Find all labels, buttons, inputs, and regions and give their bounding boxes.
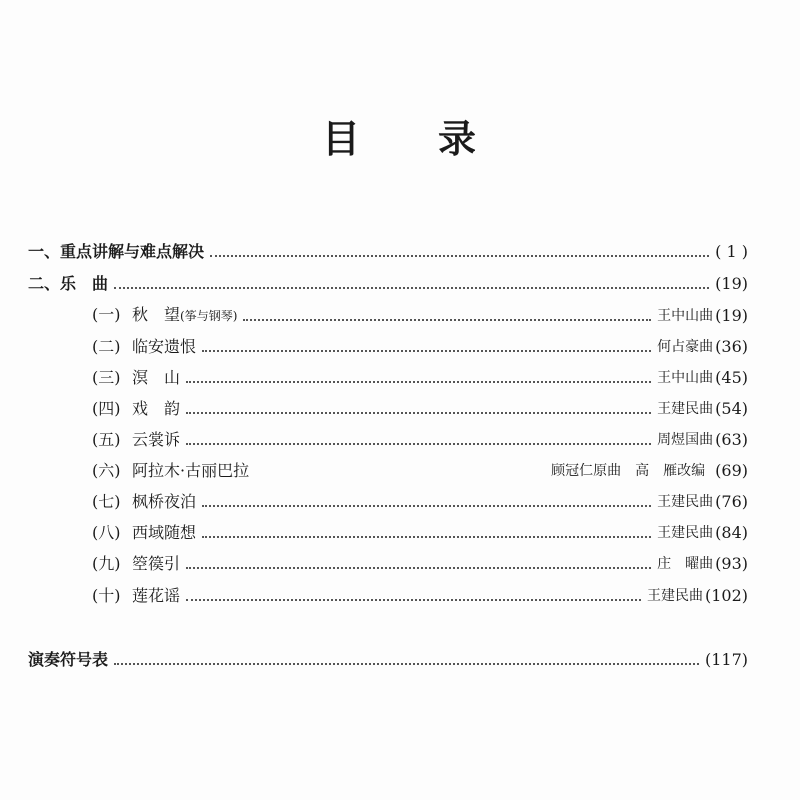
- dot-leader: [202, 505, 651, 507]
- toc-entry-section-1[interactable]: [0, 236, 800, 262]
- piece-title: 溟 山: [132, 368, 181, 387]
- piece-number: (一): [92, 305, 121, 324]
- entry-page: (63): [715, 430, 748, 449]
- entry-page: (93): [715, 554, 748, 573]
- piece-number: (四): [92, 399, 121, 418]
- entry-label: [92, 368, 180, 388]
- toc-entry-section-2[interactable]: [0, 268, 800, 294]
- piece-title: 箜篌引: [132, 554, 181, 573]
- dot-leader: [186, 412, 651, 414]
- entry-page: (19): [715, 306, 748, 325]
- page-title: [0, 108, 800, 163]
- entry-page: (117): [704, 650, 748, 669]
- entry-label: [92, 399, 180, 419]
- dot-leader: [114, 287, 709, 289]
- title-char-2: 录: [438, 117, 479, 161]
- piece-title: 西域随想: [132, 523, 197, 542]
- entry-page: (45): [715, 368, 748, 387]
- piece-composer: 庄 曜曲: [657, 556, 714, 572]
- piece-number: (三): [92, 368, 121, 387]
- dot-leader: [186, 567, 651, 569]
- entry-label: [92, 523, 196, 543]
- piece-title: 阿拉木·古丽巴拉: [132, 461, 250, 480]
- entry-label: [92, 554, 180, 574]
- toc-entry-piece[interactable]: [0, 424, 800, 450]
- entry-label: [92, 492, 196, 512]
- entry-label: [92, 461, 249, 481]
- piece-title: 莲花谣: [132, 586, 181, 605]
- piece-number: (二): [92, 337, 121, 356]
- toc-entry-piece[interactable]: [0, 486, 800, 512]
- piece-number: (九): [92, 554, 121, 573]
- piece-composer: 何占豪曲: [657, 339, 714, 355]
- toc-entry-piece[interactable]: [0, 362, 800, 388]
- dot-leader: [114, 663, 699, 665]
- entry-label: 演奏符号表: [28, 650, 109, 669]
- entry-label: 二、乐 曲: [28, 274, 109, 293]
- toc-entry-piece[interactable]: [0, 300, 800, 326]
- toc-entry-piece[interactable]: [0, 548, 800, 574]
- entry-page: (54): [715, 399, 748, 418]
- piece-title: 秋 望: [132, 305, 181, 324]
- dot-leader: [186, 599, 641, 601]
- title-char-1: 目: [321, 117, 362, 161]
- piece-number: (八): [92, 523, 121, 542]
- dot-leader: [243, 319, 651, 321]
- entry-page: ( 1 ): [715, 242, 748, 261]
- piece-composer: 王建民曲: [646, 588, 703, 604]
- toc-entry-piece[interactable]: [0, 331, 800, 357]
- piece-number: (五): [92, 430, 121, 449]
- piece-composer: 王中山曲: [657, 308, 714, 324]
- entry-label: [92, 430, 180, 450]
- piece-composer: 王建民曲: [657, 494, 714, 510]
- dot-leader: [186, 443, 651, 445]
- entry-label: [92, 586, 180, 606]
- entry-page: (102): [704, 586, 748, 605]
- piece-title: 云裳诉: [132, 430, 181, 449]
- piece-number: (十): [92, 586, 121, 605]
- entry-label: 一、重点讲解与难点解决: [28, 242, 205, 261]
- piece-number: (六): [92, 461, 121, 480]
- dot-leader: [202, 350, 651, 352]
- toc-entry-appendix[interactable]: [0, 644, 800, 670]
- piece-number: (七): [92, 492, 121, 511]
- piece-composer: 王建民曲: [657, 525, 714, 541]
- piece-composer: 王建民曲: [657, 401, 714, 417]
- piece-title: 枫桥夜泊: [132, 492, 197, 511]
- piece-composer: 周煜国曲: [657, 432, 714, 448]
- toc-entry-piece[interactable]: [0, 393, 800, 419]
- entry-page: (36): [715, 337, 748, 356]
- entry-label: [92, 305, 237, 326]
- piece-title: 戏 韵: [132, 399, 181, 418]
- piece-composer: 王中山曲: [657, 370, 714, 386]
- toc-entry-piece[interactable]: [0, 455, 800, 481]
- entry-page: (19): [715, 274, 748, 293]
- piece-note: (筝与钢琴): [180, 309, 238, 323]
- piece-title: 临安遗恨: [132, 337, 197, 356]
- dot-leader: [202, 536, 651, 538]
- entry-page: (76): [715, 492, 748, 511]
- dot-leader: [210, 255, 709, 257]
- toc-entry-piece[interactable]: [0, 580, 800, 606]
- entry-page: (69): [715, 461, 748, 480]
- toc-entry-piece[interactable]: [0, 517, 800, 543]
- entry-page: (84): [715, 523, 748, 542]
- entry-label: [92, 337, 196, 357]
- dot-leader: [186, 381, 651, 383]
- piece-composer: 顾冠仁原曲 高 雁改编: [551, 463, 706, 479]
